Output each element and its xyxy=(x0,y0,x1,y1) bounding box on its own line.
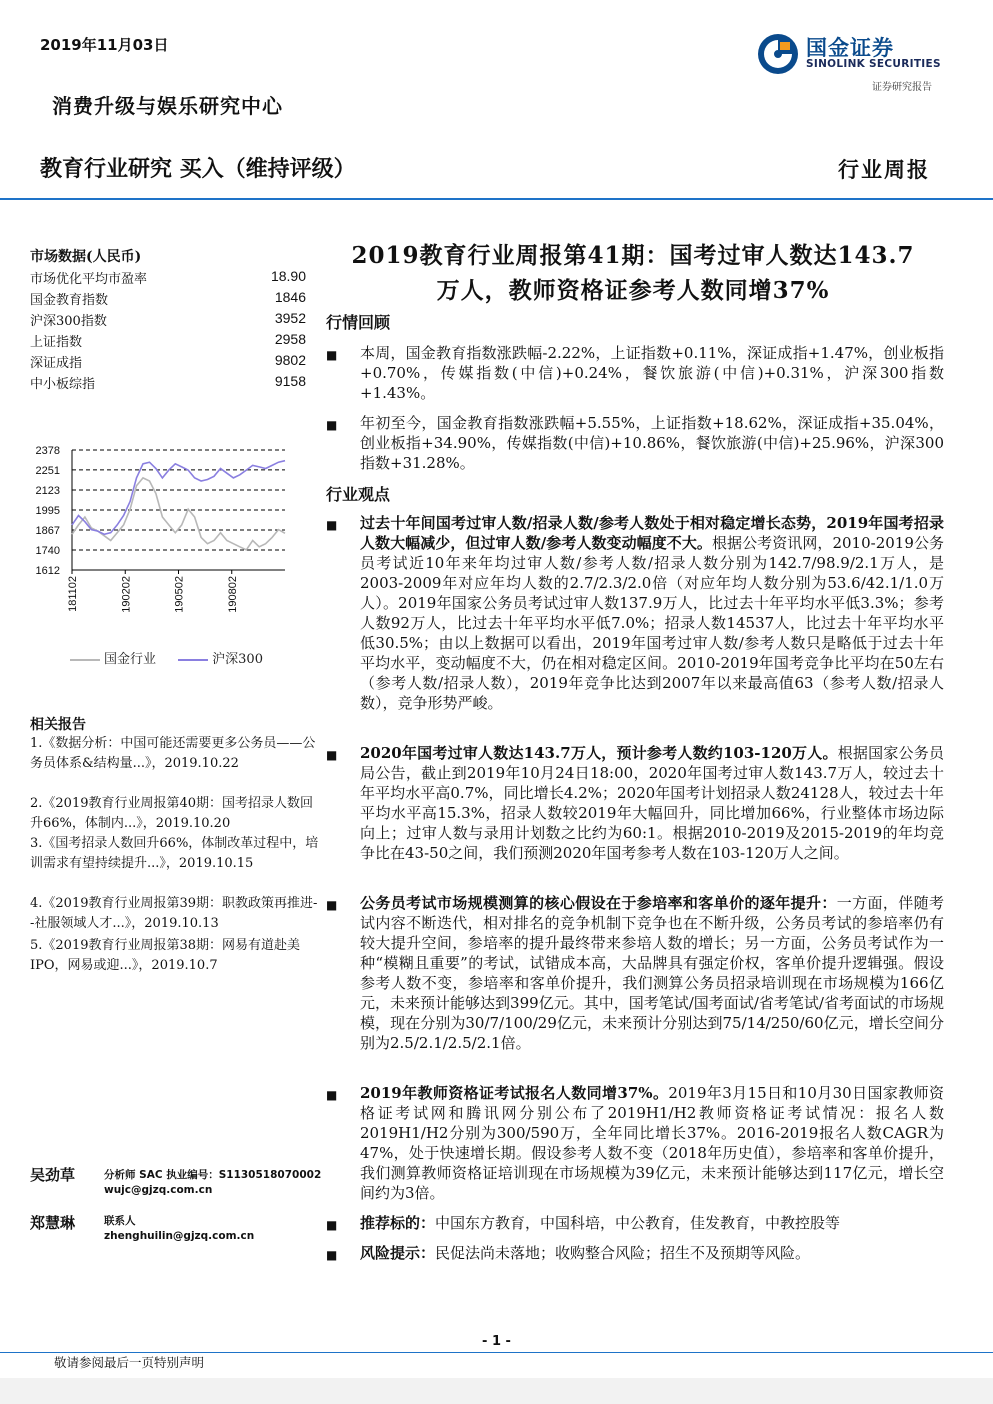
market-row-value: 3952 xyxy=(274,310,306,326)
series-line xyxy=(72,461,285,535)
analyst-credential: 分析师 SAC 执业编号：S1130518070002 xyxy=(104,1169,322,1181)
market-row xyxy=(30,373,306,393)
market-row-label: 中小板综指 xyxy=(30,377,96,392)
analyst-email[interactable]: wujc@gjzq.com.cn xyxy=(104,1184,213,1196)
legend-item xyxy=(178,652,263,667)
market-row xyxy=(30,310,306,330)
legend-swatch-icon xyxy=(178,659,208,661)
research-center-name: 消费升级与娱乐研究中心 xyxy=(52,94,283,118)
bullet-icon: ■ xyxy=(326,348,338,362)
industry-rating-title: 教育行业研究 买入（维持评级） xyxy=(40,157,356,182)
section-heading-industry-view: 行业观点 xyxy=(326,485,391,504)
market-review-paragraph: 年初至今，国金教育指数涨跌幅+5.55%，上证指数+18.62%，深证成指+35.04%，创业板指+34.90%，传媒指数(中信)+10.86%，餐饮旅游(中信)+25.96%，沪深300指数+31.28%。 xyxy=(360,414,944,472)
bullet-icon: ■ xyxy=(326,1088,338,1102)
legend-item xyxy=(70,652,156,667)
industry-view-paragraph xyxy=(360,893,944,1053)
paragraph-lead: 2020年国考过审人数达143.7万人，预计参考人数约103-120万人。 xyxy=(360,744,838,762)
header-divider xyxy=(0,198,993,200)
logo-mark-icon xyxy=(756,32,800,76)
y-tick-label: 1867 xyxy=(35,525,60,538)
y-tick-label: 1995 xyxy=(35,505,60,517)
bullet-icon: ■ xyxy=(326,748,338,762)
related-report-link[interactable]: 3.《国考招录人数回升66%，体制改革过程中，培训需求有望持续提升...》，2019.10.15 xyxy=(30,836,319,871)
main-title-line: 2019教育行业周报第41期：国考过审人数达143.7 xyxy=(351,242,915,269)
market-row xyxy=(30,268,306,288)
market-review-paragraph: 本周，国金教育指数涨跌幅-2.22%，上证指数+0.11%，深证成指+1.47%，创业板指+0.70%，传媒指数(中信)+0.24%，餐饮旅游(中信)+0.31%，沪深300指数+1.43%。 xyxy=(360,344,944,402)
market-row xyxy=(30,352,306,372)
legend-label: 国金行业 xyxy=(104,652,157,667)
footer-disclaimer: 敬请参阅最后一页特别声明 xyxy=(54,1355,205,1370)
page-bottom-band xyxy=(0,1378,993,1404)
related-report-link[interactable]: 4.《2019教育行业周报第39期：职教政策再推进--社服领域人才...》，2019.10.13 xyxy=(30,896,318,931)
paragraph-body: 根据公考资讯网，2010-2019公务员考试近10年来年均过审人数/参考人数/招录人数分别为142.7/98.9/2.1万人，是2003-2009年对应年均人数的2.7/2.3/2.0倍（对应年均人数分别为53.6/42.1/1.0万人）。2019年国家公务员考试过审人数137.9万人，比过去十年平均水平低3.3%；参考人数92万人，比过去十年平均水平低7.0%；招录人数14537人，比过去十年平均水平低30.5%；由以上数据可以看出，2019年国考过审人数/参考人数只是略低于过去十年平均水平，变动幅度不大，仍在相对稳定区间。2010-2019年国考竞争比平均在50左右（参考人数/招录人数），2019年竞争比达到2007年以来最高值63（参考人数/招录人数），竞争形势严峻。 xyxy=(360,534,945,712)
market-row-value: 9802 xyxy=(274,352,306,368)
company-logo xyxy=(756,30,946,80)
series-line xyxy=(72,478,285,550)
x-tick-label: 190502 xyxy=(173,576,186,613)
market-row-label: 深证成指 xyxy=(30,356,83,371)
industry-view-paragraph xyxy=(360,743,944,863)
report-type-label: 证券研究报告 xyxy=(872,82,932,93)
related-report-link[interactable]: 2.《2019教育行业周报第40期：国考招录人数回升66%，体制内...》，2019.10.20 xyxy=(30,796,314,831)
analyst-name: 吴劲草 xyxy=(30,1166,76,1184)
market-row-label: 市场优化平均市盈率 xyxy=(30,272,148,287)
y-tick-label: 2378 xyxy=(35,445,60,457)
report-main-title xyxy=(322,238,944,308)
market-row-label: 国金教育指数 xyxy=(30,293,109,308)
paragraph-body: 一方面，伴随考试内容不断迭代，相对排名的竞争机制下竞争也在不断升级，公务员考试的参培率仍有较大提升空间，参培率的提升最终带来参培人数的增长；另一方面，公务员考试作为一种“模糊且重要”的考试，试错成本高，大品牌具有强定价权，客单价提升逻辑强。假设参考人数不变，参培率和客单价提升，我们测算公务员招录培训现在市场规模为166亿元，未来预计能够达到399亿元。其中，国考笔试/国考面试/省考笔试/省考面试的市场规模，现在分别为30/7/100/29亿元，未来预计分别达到75/14/250/60亿元，增长空间分别为2.5/2.1/2.5/2.1倍。 xyxy=(360,894,944,1052)
paragraph-lead: 2019年教师资格证考试报名人数同增37%。 xyxy=(360,1084,669,1102)
logo-chinese-name: 国金证券 xyxy=(806,36,894,60)
related-report-link[interactable]: 5.《2019教育行业周报第38期：网易有道赴美IPO，网易或迎...》，2019.10.7 xyxy=(30,938,301,973)
y-tick-label: 2123 xyxy=(35,484,60,497)
index-line-chart xyxy=(20,438,300,638)
analyst-info xyxy=(104,1168,321,1198)
paragraph-lead: 推荐标的： xyxy=(360,1214,436,1232)
bullet-icon: ■ xyxy=(326,898,338,912)
chart-legend xyxy=(70,648,263,667)
related-report-link[interactable]: 1.《数据分析：中国可能还需要更多公务员——公务员体系&结构量...》，2019.10.22 xyxy=(30,736,316,771)
market-row-label: 上证指数 xyxy=(30,335,83,350)
market-row-value: 18.90 xyxy=(270,268,306,284)
x-tick-label: 190802 xyxy=(226,576,239,613)
risk-warning xyxy=(360,1243,944,1263)
bullet-icon: ■ xyxy=(326,418,338,432)
bullet-icon: ■ xyxy=(326,518,338,532)
analyst-email[interactable]: zhenghuilin@gjzq.com.cn xyxy=(104,1230,255,1242)
market-row xyxy=(30,289,306,309)
paragraph-lead: 公务员考试市场规模测算的核心假设在于参培率和客单价的逐年提升： xyxy=(360,894,837,912)
market-data-title: 市场数据(人民币) xyxy=(30,249,142,265)
x-tick-label: 190202 xyxy=(120,576,133,613)
market-row-value: 1846 xyxy=(274,289,306,305)
analyst-credential: 联系人 xyxy=(104,1215,136,1227)
legend-swatch-icon xyxy=(70,659,100,661)
paragraph-body: 中国东方教育，中国科培，中公教育，佳发教育，中教控股等 xyxy=(435,1214,841,1232)
analyst-name: 郑慧琳 xyxy=(30,1214,76,1232)
weekly-label: 行业周报 xyxy=(838,157,930,182)
recommended-stocks xyxy=(360,1213,944,1233)
y-tick-label: 2251 xyxy=(35,464,60,477)
industry-view-paragraph xyxy=(360,1083,944,1203)
related-reports-title: 相关报告 xyxy=(30,717,86,733)
y-tick-label: 1612 xyxy=(35,565,60,577)
paragraph-body: 2019年3月15日和10月30日国家教师资格证考试网和腾讯网分别公布了2019H1/H2教师资格证考试情况：报名人数2019H1/H2分别为300/590万，全年同比增长37%。2016-2019报名人数CAGR为47%，处于快速增长期。假设参考人数不变（2018年历史值），参培率和客单价提升，我们测算教师资格证培训现在市场规模为39亿元，未来预计能够达到117亿元，增长空间约为3倍。 xyxy=(360,1084,944,1202)
industry-view-paragraph xyxy=(360,513,944,713)
bullet-icon: ■ xyxy=(326,1248,338,1262)
bullet-icon: ■ xyxy=(326,1218,338,1232)
paragraph-lead: 过去十年间国考过审人数/招录人数/参考人数处于相对稳定增长态势，2019年国考招录人数大幅减少，但过审人数/参考人数变动幅度不大。 xyxy=(360,514,944,552)
logo-english-name: SINOLINK SECURITIES xyxy=(806,58,941,70)
paragraph-body: 根据国家公务员局公告，截止到2019年10月24日18:00，2020年国考过审人数143.7万人，较过去十年平均水平高0.7%，同比增长4.2%；2020年国考计划招录人数24128人，较过去十年平均水平高15.3%，招录人数较2019年大幅回升，同比增加66%，行业整体市场边际向上；过审人数与录用计划数之比约为60:1。根据2010-2019及2015-2019的年均竞争比在43-50之间，我们预测2020年国考参考人数在103-120万人之间。 xyxy=(360,744,944,862)
section-heading-market-review: 行情回顾 xyxy=(326,313,391,332)
paragraph-lead: 风险提示： xyxy=(360,1244,436,1262)
x-tick-label: 181102 xyxy=(67,576,79,612)
market-row xyxy=(30,331,306,351)
legend-label: 沪深300 xyxy=(212,652,263,667)
market-row-label: 沪深300指数 xyxy=(30,314,107,329)
page-number: - 1 - xyxy=(482,1334,511,1349)
report-date: 2019年11月03日 xyxy=(40,36,169,54)
main-title-line: 万人，教师资格证参考人数同增37% xyxy=(436,277,830,304)
analyst-info xyxy=(104,1214,254,1244)
market-row-value: 9158 xyxy=(274,373,306,389)
y-tick-label: 1740 xyxy=(35,544,60,557)
paragraph-body: 民促法尚未落地；收购整合风险；招生不及预期等风险。 xyxy=(435,1244,811,1262)
market-row-value: 2958 xyxy=(274,331,306,347)
